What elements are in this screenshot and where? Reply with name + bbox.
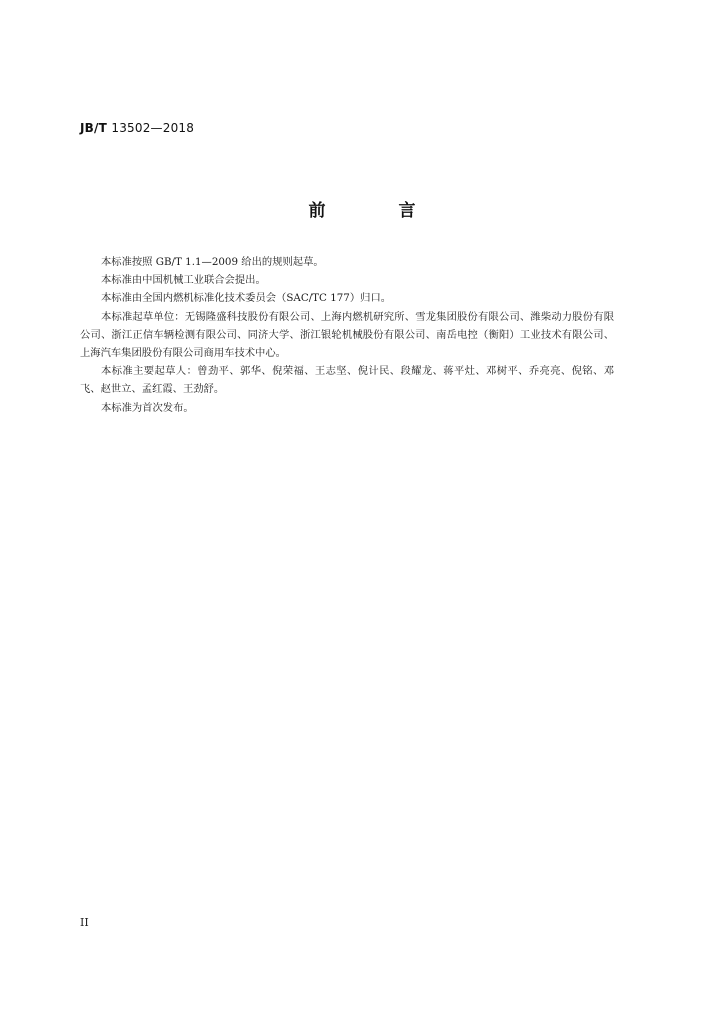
standard-code-prefix: JB/T — [80, 121, 107, 135]
paragraph-first-release: 本标准为首次发布。 — [101, 401, 194, 414]
foreword-body — [80, 253, 614, 417]
paragraph-technical-committee: 本标准由全国内燃机标准化技术委员会（SAC/TC 177）归口。 — [101, 292, 392, 305]
paragraph-drafting-rules: 本标准按照 GB/T 1.1—2009 给出的规则起草。 — [101, 256, 324, 268]
paragraph-main-drafters: 本标准主要起草人：曾劲平、郭华、倪荣福、王志坚、倪计民、段耀龙、蒋平灶、邓树平、乔亮亮、倪铭、邓飞、赵世立、孟红霞、王劲舒。 — [80, 365, 614, 396]
paragraph-proposer: 本标准由中国机械工业联合会提出。 — [101, 274, 266, 287]
page-title: 前 言 — [308, 201, 444, 221]
standard-code — [80, 121, 194, 135]
page-number: II — [80, 916, 89, 929]
standard-code-number: 13502—2018 — [111, 121, 195, 135]
paragraph-drafting-units: 本标准起草单位：无锡隆盛科技股份有限公司、上海内燃机研究所、雪龙集团股份有限公司、潍柴动力股份有限公司、浙江正信车辆检测有限公司、同济大学、浙江银轮机械股份有限公司、南岳电控（衡阳）工业技术有限公司、上海汽车集团股份有限公司商用车技术中心。 — [80, 310, 614, 360]
